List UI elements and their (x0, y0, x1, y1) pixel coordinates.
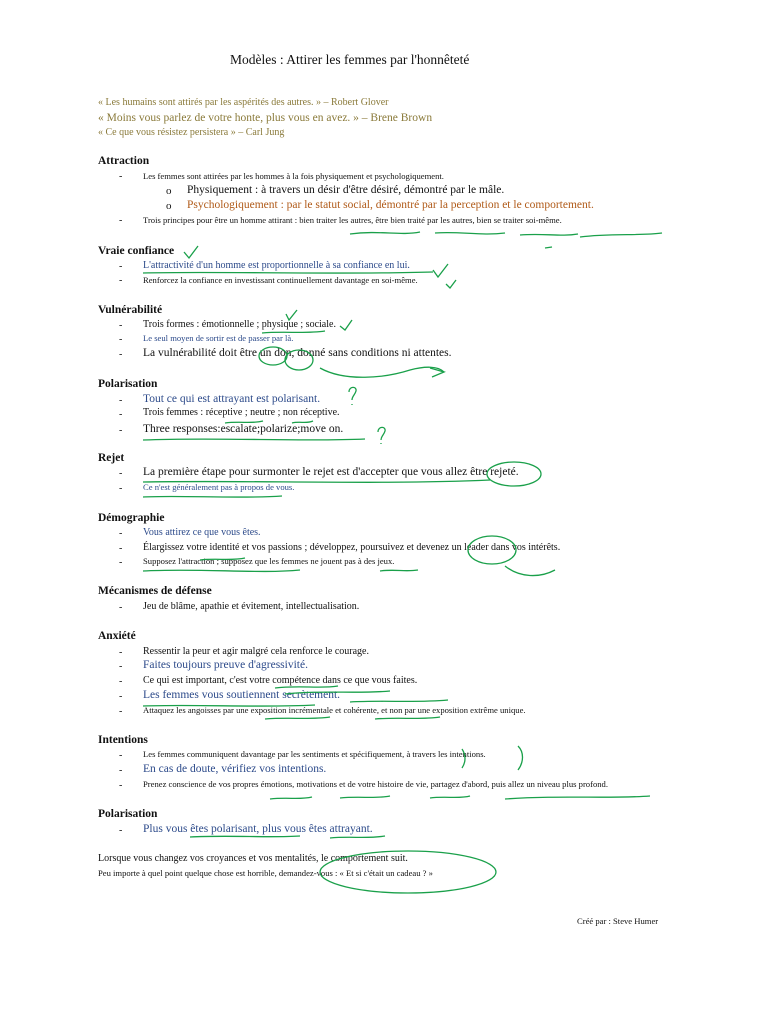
quote-glover: « Les humains sont attirés par les aspérités des autres. » – Robert Glover (98, 97, 389, 108)
annotation-underline (580, 233, 662, 237)
page-title: Modèles : Attirer les femmes par l'honnêteté (230, 52, 470, 67)
annotation-underline (143, 570, 300, 571)
anxiete-item-2: Faites toujours preuve d'agressivité. (143, 659, 308, 671)
sub-bullet: o (166, 200, 172, 212)
vulnerabilite-item-2: Le seul moyen de sortir est de passer par là. (143, 333, 294, 343)
bullet: - (119, 425, 123, 436)
annotation-underline (270, 797, 312, 799)
closing-paragraph-1: Lorsque vous changez vos croyances et vos mentalités, le comportement suit. (98, 853, 408, 864)
annotation-checkmark (433, 264, 448, 277)
annotation-dash (545, 247, 552, 248)
quote-brown: « Moins vous parlez de votre honte, plus vous en avez. » – Brene Brown (98, 112, 433, 124)
confiance-item-2: Renforcez la confiance en investissant continuellement davantage en soi-même. (143, 275, 418, 285)
heading-vulnerabilite: Vulnérabilité (98, 304, 163, 316)
bullet: - (119, 602, 123, 613)
anxiete-item-5: Attaquez les angoisses par une exposition incrémentale et cohérente, et non par une exposition extrême unique. (143, 705, 526, 715)
annotation-bracket (518, 746, 523, 770)
annotation-checkmark (340, 320, 352, 330)
annotation-underline (143, 272, 433, 273)
annotation-underline (350, 700, 448, 702)
annotation-arrow (505, 566, 555, 576)
annotation-underline (380, 570, 418, 571)
attraction-item-2: Trois principes pour être un homme attirant : bien traiter les autres, être bien traité par les autres, bien se traiter soi-même. (143, 215, 562, 225)
annotation-checkmark (184, 246, 198, 258)
annotation-underline (265, 717, 330, 719)
confiance-item-1: L'attractivité d'un homme est proportionnelle à sa confiance en lui. (143, 260, 410, 271)
rejet-item-1: La première étape pour surmonter le rejet est d'accepter que vous allez être rejeté. (143, 466, 519, 478)
closing-paragraph-2: Peu importe à quel point quelque chose est horrible, demandez-vous : « Et si c'était un cadeau ? » (98, 868, 433, 878)
heading-anxiete: Anxiété (98, 630, 136, 642)
annotation-question-mark (378, 427, 385, 444)
bullet: - (119, 780, 123, 791)
bullet: - (119, 661, 123, 672)
annotation-underline (143, 496, 282, 497)
bullet: - (119, 647, 123, 658)
annotation-underline (375, 717, 440, 719)
attraction-sub-1: Physiquement : à travers un désir d'être désiré, démontré par le mâle. (187, 184, 505, 196)
bullet: - (119, 825, 123, 836)
bullet: - (119, 261, 123, 272)
bullet: - (119, 528, 123, 539)
heading-mecanismes-defense: Mécanismes de défense (98, 585, 212, 597)
intentions-item-1: Les femmes communiquent davantage par les sentiments et spécifiquement, à travers les intentions. (143, 749, 486, 759)
annotation-underline (190, 836, 300, 837)
bullet: - (119, 171, 123, 182)
heading-attraction: Attraction (98, 155, 150, 167)
defense-item-1: Jeu de blâme, apathie et évitement, intellectualisation. (143, 601, 360, 612)
bullet: - (119, 409, 123, 420)
bullet: - (119, 349, 123, 360)
bullet: - (119, 215, 123, 226)
bullet: - (119, 691, 123, 702)
annotation-underline (340, 796, 390, 798)
vulnerabilite-item-1: Trois formes : émotionnelle ; physique ; sociale. (143, 319, 336, 330)
bullet: - (119, 334, 123, 345)
annotation-underline (143, 439, 365, 440)
annotation-underline (330, 836, 385, 838)
anxiete-item-3: Ce qui est important, c'est votre compétence dans ce que vous faites. (143, 675, 418, 686)
attraction-sub-2: Psychologiquement : par le statut social, démontré par la perception et le comportement. (187, 199, 594, 211)
polarisation-item-1: Tout ce qui est attrayant est polarisant. (143, 393, 321, 405)
anxiete-item-1: Ressentir la peur et agir malgré cela renforce le courage. (143, 646, 369, 657)
annotation-underline (430, 796, 470, 798)
heading-polarisation-2: Polarisation (98, 808, 158, 820)
bullet: - (119, 706, 123, 717)
demographie-item-2: Élargissez votre identité et vos passions ; développez, poursuivez et devenez un leader dans vos intérêts. (143, 542, 561, 553)
demographie-item-3: Supposez l'attraction ; supposez que les femmes ne jouent pas à des jeux. (143, 556, 395, 566)
sub-bullet: o (166, 185, 172, 197)
quote-jung: « Ce que vous résistez persistera » – Carl Jung (98, 127, 285, 138)
bullet: - (119, 765, 123, 776)
annotation-underline (350, 232, 420, 234)
annotation-underline (275, 686, 338, 688)
bullet: - (119, 543, 123, 554)
annotation-question-mark (349, 387, 356, 405)
heading-vraie-confiance: Vraie confiance (98, 245, 175, 257)
vulnerabilite-item-3: La vulnérabilité doit être un don, donné sans conditions ni attentes. (143, 347, 452, 359)
bullet: - (119, 320, 123, 331)
annotation-checkmark (446, 280, 456, 288)
intentions-item-2: En cas de doute, vérifiez vos intentions. (143, 763, 327, 775)
bullet: - (119, 395, 123, 406)
annotation-underline (520, 234, 578, 235)
intentions-item-3: Prenez conscience de vos propres émotions, motivations et de votre histoire de vie, partagez d'abord, puis allez un niveau plus profond. (143, 779, 608, 789)
rejet-item-2: Ce n'est généralement pas à propos de vous. (143, 482, 295, 492)
polarisation-item-3: Three responses:escalate;polarize;move on. (143, 423, 344, 435)
heading-polarisation: Polarisation (98, 378, 158, 390)
bullet: - (119, 468, 123, 479)
author-credit: Créé par : Steve Humer (577, 916, 659, 926)
heading-rejet: Rejet (98, 452, 125, 464)
bullet: - (119, 676, 123, 687)
bullet: - (119, 483, 123, 494)
demographie-item-1: Vous attirez ce que vous êtes. (143, 527, 261, 538)
annotation-underline (505, 796, 650, 799)
bullet: - (119, 750, 123, 761)
bullet: - (119, 275, 123, 286)
annotation-arrow (430, 368, 444, 377)
attraction-item-1: Les femmes sont attirées par les hommes à la fois physiquement et psychologiquement. (143, 171, 444, 181)
heading-demographie: Démographie (98, 512, 165, 524)
anxiete-item-4: Les femmes vous soutiennent secrètement. (143, 689, 341, 701)
annotation-arrow (320, 367, 444, 377)
polarisation-item-2: Trois femmes : réceptive ; neutre ; non réceptive. (143, 407, 340, 418)
polarisation2-item-1: Plus vous êtes polarisant, plus vous êtes attrayant. (143, 823, 373, 835)
heading-intentions: Intentions (98, 734, 148, 746)
bullet: - (119, 557, 123, 568)
annotation-underline (435, 233, 505, 234)
